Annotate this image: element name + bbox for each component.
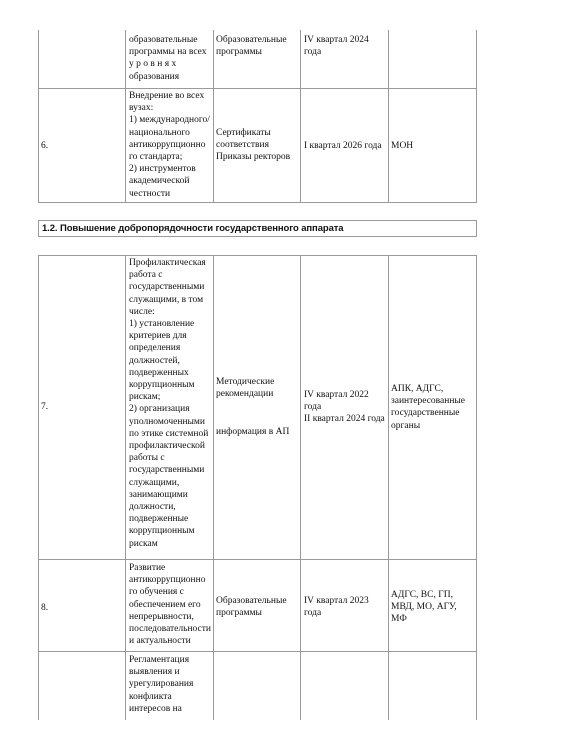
section-border: [476, 220, 477, 237]
deadline-cell: IV квартал 2022 года II квартал 2024 года: [304, 390, 385, 425]
row-number: 7.: [41, 402, 49, 412]
column-divider: [125, 255, 126, 720]
table-bottom-border: [38, 202, 476, 203]
action-cell: Профилактическая работа с государственными служащими, в том числе: 1) установление критериев для определения должностей, подверженных коррупционным рискам; 2) организация уполномоченными по этике системной профилактической работы с государственными служащими, занимающими должности, подверженные коррупционным рискам: [129, 258, 209, 549]
result-cell: Методические рекомендации: [216, 377, 275, 400]
column-divider: [388, 255, 389, 720]
deadline-cell: I квартал 2026 года: [304, 141, 382, 151]
section-title: 1.2. Повышение добропорядочности государственного аппарата: [42, 223, 344, 234]
action-cell: Регламентация выявления и урегулирования конфликта интересов на: [129, 655, 194, 714]
action-cell: образовательные программы на всех у р о в н я х образования: [129, 35, 207, 82]
responsible-cell: АПК, АДГС, заинтересованные государственные органы: [391, 384, 466, 431]
row-divider: [38, 651, 476, 652]
action-cell: Внедрение во всех вузах: 1) международного/ национального антикоррупционно го стандарта; 2) инструментов академической честности: [129, 91, 210, 199]
responsible-cell: АДГС, ВС, ГП, МВД, МО, АГУ, МФ: [391, 590, 457, 625]
column-divider: [213, 30, 214, 203]
row-divider: [38, 88, 476, 89]
column-divider: [125, 30, 126, 203]
action-cell: Развитие антикоррупционно го обучения с обеспечением его непрерывности, последовательности и актуальности: [129, 563, 211, 647]
section-border: [38, 236, 476, 237]
result-cell: Образовательные программы: [216, 35, 287, 58]
row-divider: [38, 559, 476, 560]
result-cell: информация в АП: [216, 427, 290, 437]
column-divider: [38, 30, 39, 203]
column-divider: [300, 255, 301, 720]
deadline-cell: IV квартал 2024 года: [304, 35, 369, 58]
column-divider: [300, 30, 301, 203]
row-number: 6.: [41, 141, 49, 151]
section-border: [38, 220, 39, 237]
section-border: [38, 220, 476, 221]
column-divider: [388, 30, 389, 203]
deadline-cell: IV квартал 2023 года: [304, 596, 369, 619]
column-divider: [476, 255, 477, 720]
result-cell: Образовательные программы: [216, 596, 287, 619]
column-divider: [213, 255, 214, 720]
row-number: 8.: [41, 603, 49, 613]
table-top-border: [38, 255, 476, 256]
column-divider: [476, 30, 477, 203]
responsible-cell: МОН: [391, 141, 414, 151]
result-cell: Сертификаты соответствия Приказы ректоров: [216, 128, 291, 163]
column-divider: [38, 255, 39, 720]
